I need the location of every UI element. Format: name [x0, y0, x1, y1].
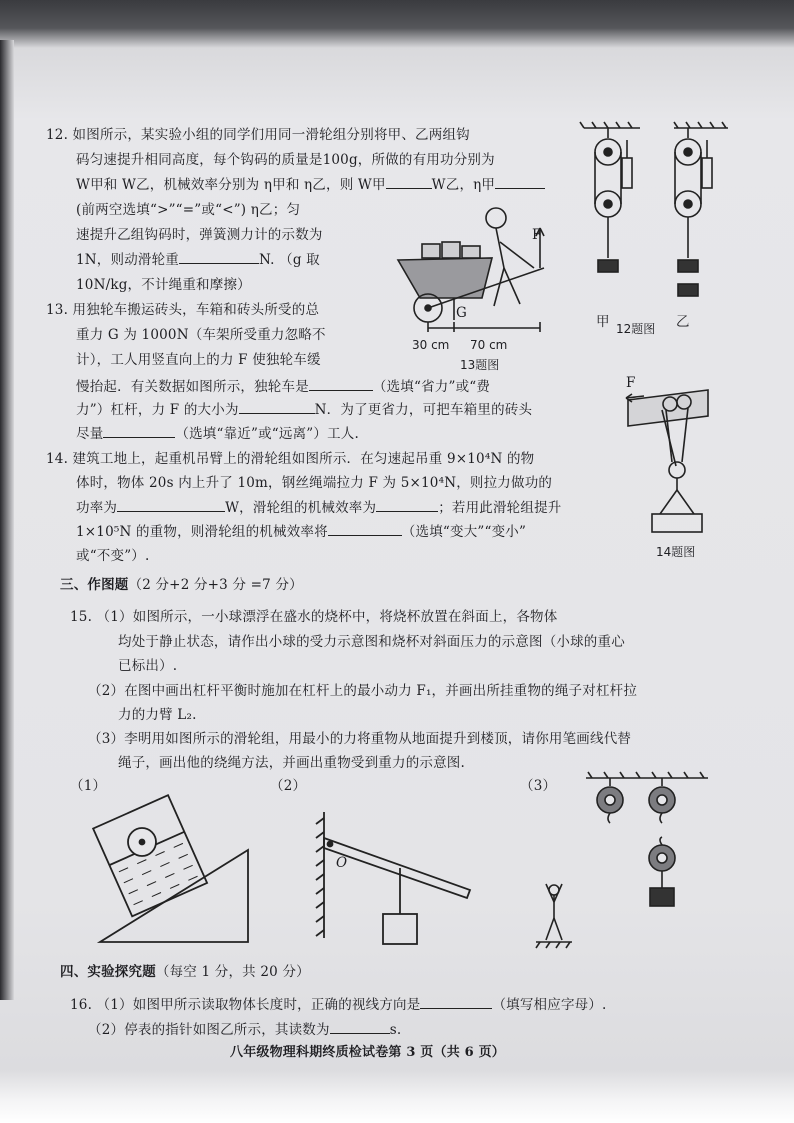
q12-blank-pulley-weight[interactable]: [179, 249, 259, 264]
q15-fig1-incline: [96, 796, 256, 946]
q15-p1-line1: 15. （1）如图所示，一小球漂浮在盛水的烧杯中，将烧杯放置在斜面上，各物体: [70, 609, 558, 625]
q13-blank-position[interactable]: [103, 423, 175, 438]
q12-line6a: 1N，则动滑轮重: [76, 252, 180, 268]
q14-line4: [76, 521, 526, 543]
q13-line5a: 力”）杠杆，力 F 的大小为: [76, 402, 239, 418]
q12-line2: 码匀速提升相同高度，每个钩码的质量是100g，所做的有用功分别为: [76, 152, 495, 168]
q14-line3a: 功率为: [76, 500, 118, 516]
q16-line1b: （填写相应字母）.: [492, 997, 607, 1013]
q15-p1-line3: 已标出）.: [118, 658, 178, 674]
q14-line4a: 1×10⁵N 的重物，则滑轮组的机械效率将: [76, 524, 328, 540]
q13-figure: [394, 198, 564, 338]
q13-caption: 13题图: [460, 358, 500, 372]
q13-label-F: F: [532, 227, 542, 243]
q13-line5b: N．为了更省力，可把车箱里的砖头: [314, 402, 533, 418]
q12-label-jia: 甲: [596, 314, 610, 330]
q12-line6b: N. （g 取: [259, 252, 320, 268]
q15-p3-line1: （3）李明用如图所示的滑轮组，用最小的力将重物从地面提升到楼顶，请你用笔画线代替: [88, 731, 632, 747]
q12-blank-efficiency[interactable]: [495, 174, 545, 189]
q12-figure: [578, 118, 738, 338]
q12-line4: (前两空选填“>”“=”或“<”) η乙；匀: [76, 202, 301, 218]
q13-line4: [76, 376, 490, 398]
q14-line2: 体时，物体 20s 内上升了 10m，钢丝绳端拉力 F 为 5×10⁴N，则拉力做功的: [76, 475, 553, 491]
q12-line1: 12. 如图所示，某实验小组的同学们用同一滑轮组分别将甲、乙两组钩: [46, 127, 470, 143]
q16-line2a: （2）停表的指针如图乙所示，其读数为: [88, 1022, 330, 1038]
q13-blank-lever-type[interactable]: [309, 376, 373, 391]
q13-line3: 计），工人用竖直向上的力 F 使独轮车缓: [76, 352, 321, 368]
q14-line3b: W，滑轮组的机械效率为: [225, 500, 377, 516]
q13-line4a: 慢抬起．有关数据如图所示，独轮车是: [76, 379, 309, 395]
section3-title: 三、作图题: [60, 577, 129, 593]
q14-line3: [76, 497, 562, 519]
q15-fig3-label: （3）: [520, 778, 557, 794]
q14-label-F: F: [626, 375, 636, 391]
q13-line5: [76, 399, 532, 421]
q15-p2-line1: （2）在图中画出杠杆平衡时施加在杠杆上的最小动力 F₁，并画出所挂重物的绳子对杠杆拉: [88, 683, 638, 699]
q14-line4b: （选填“变大”“变小”: [401, 524, 527, 540]
q15-p3-line2: 绳子，画出他的绕绳方法，并画出重物受到重力的示意图.: [118, 755, 465, 771]
q13-line1: 13. 用独轮车搬运砖头，车箱和砖头所受的总: [46, 302, 320, 318]
q15-pivot-label: O: [336, 855, 348, 871]
q14-figure: [622, 386, 722, 536]
q14-caption: 14题图: [656, 545, 696, 559]
q15-p2-line2: 力的力臂 L₂.: [118, 707, 197, 723]
scan-edge-shadow: [0, 40, 14, 1000]
q16-blank-stopwatch[interactable]: [330, 1019, 390, 1034]
section4-heading: [60, 961, 310, 983]
q14-blank-change[interactable]: [328, 521, 402, 536]
q14-line3c: ；若用此滑轮组提升: [438, 500, 562, 516]
q12-line5: 速提升乙组钩码时，弹簧测力计的示数为: [76, 227, 323, 243]
q13-line2: 重力 G 为 1000N（车架所受重力忽略不: [76, 327, 326, 343]
q13-line6a: 尽量: [76, 426, 104, 442]
q16-line2: [88, 1019, 401, 1041]
q12-line3a: W甲和 W乙，机械效率分别为 η甲和 η乙，则 W甲: [76, 177, 386, 193]
section3-score: （2 分+2 分+3 分 =7 分）: [128, 577, 303, 593]
q13-dim-30cm: 30 cm: [412, 338, 450, 352]
q14-blank-power[interactable]: [117, 497, 225, 512]
q15-p1-line2: 均处于静止状态，请作出小球的受力示意图和烧杯对斜面压力的示意图（小球的重心: [118, 634, 625, 650]
q14-line1: 14. 建筑工地上，起重机吊臂上的滑轮组如图所示．在匀速起吊重 9×10⁴N 的物: [46, 451, 535, 467]
q16-line2b: s.: [389, 1022, 402, 1038]
section4-score: （每空 1 分，共 20 分）: [155, 964, 310, 980]
q15-fig1-label: （1）: [70, 778, 107, 794]
q12-caption: 12题图: [616, 322, 656, 336]
q12-blank-work[interactable]: [386, 174, 432, 189]
q13-line6b: （选填“靠近”或“远离”）工人.: [175, 426, 360, 442]
q12-line7: 10N/kg，不计绳重和摩擦）: [76, 277, 251, 293]
q16-blank-sightline[interactable]: [420, 994, 492, 1009]
page-footer: 八年级物理科期终质检试卷第 3 页（共 6 页）: [230, 1045, 505, 1060]
q13-dim-70cm: 70 cm: [470, 338, 508, 352]
q12-line6: [76, 249, 320, 271]
q15-fig2-lever: [310, 808, 480, 948]
q14-line5: 或“不变”）.: [76, 548, 150, 564]
q16-line1: [70, 994, 607, 1016]
q13-blank-force[interactable]: [239, 399, 315, 414]
section4-title: 四、实验探究题: [60, 964, 156, 980]
q15-fig3-pulleys: [532, 772, 722, 952]
q14-blank-efficiency[interactable]: [376, 497, 438, 512]
q12-line3: [76, 174, 545, 196]
q16-line1a: 16. （1）如图甲所示读取物体长度时，正确的视线方向是: [70, 997, 421, 1013]
q13-label-G: G: [456, 305, 467, 321]
q13-line4b: （选填“省力”或“费: [372, 379, 491, 395]
q13-line6: [76, 423, 359, 445]
section3-heading: [60, 574, 303, 596]
q15-fig2-label: （2）: [270, 778, 307, 794]
q12-line3b: W乙，η甲: [431, 177, 496, 193]
q12-label-yi: 乙: [676, 314, 690, 330]
